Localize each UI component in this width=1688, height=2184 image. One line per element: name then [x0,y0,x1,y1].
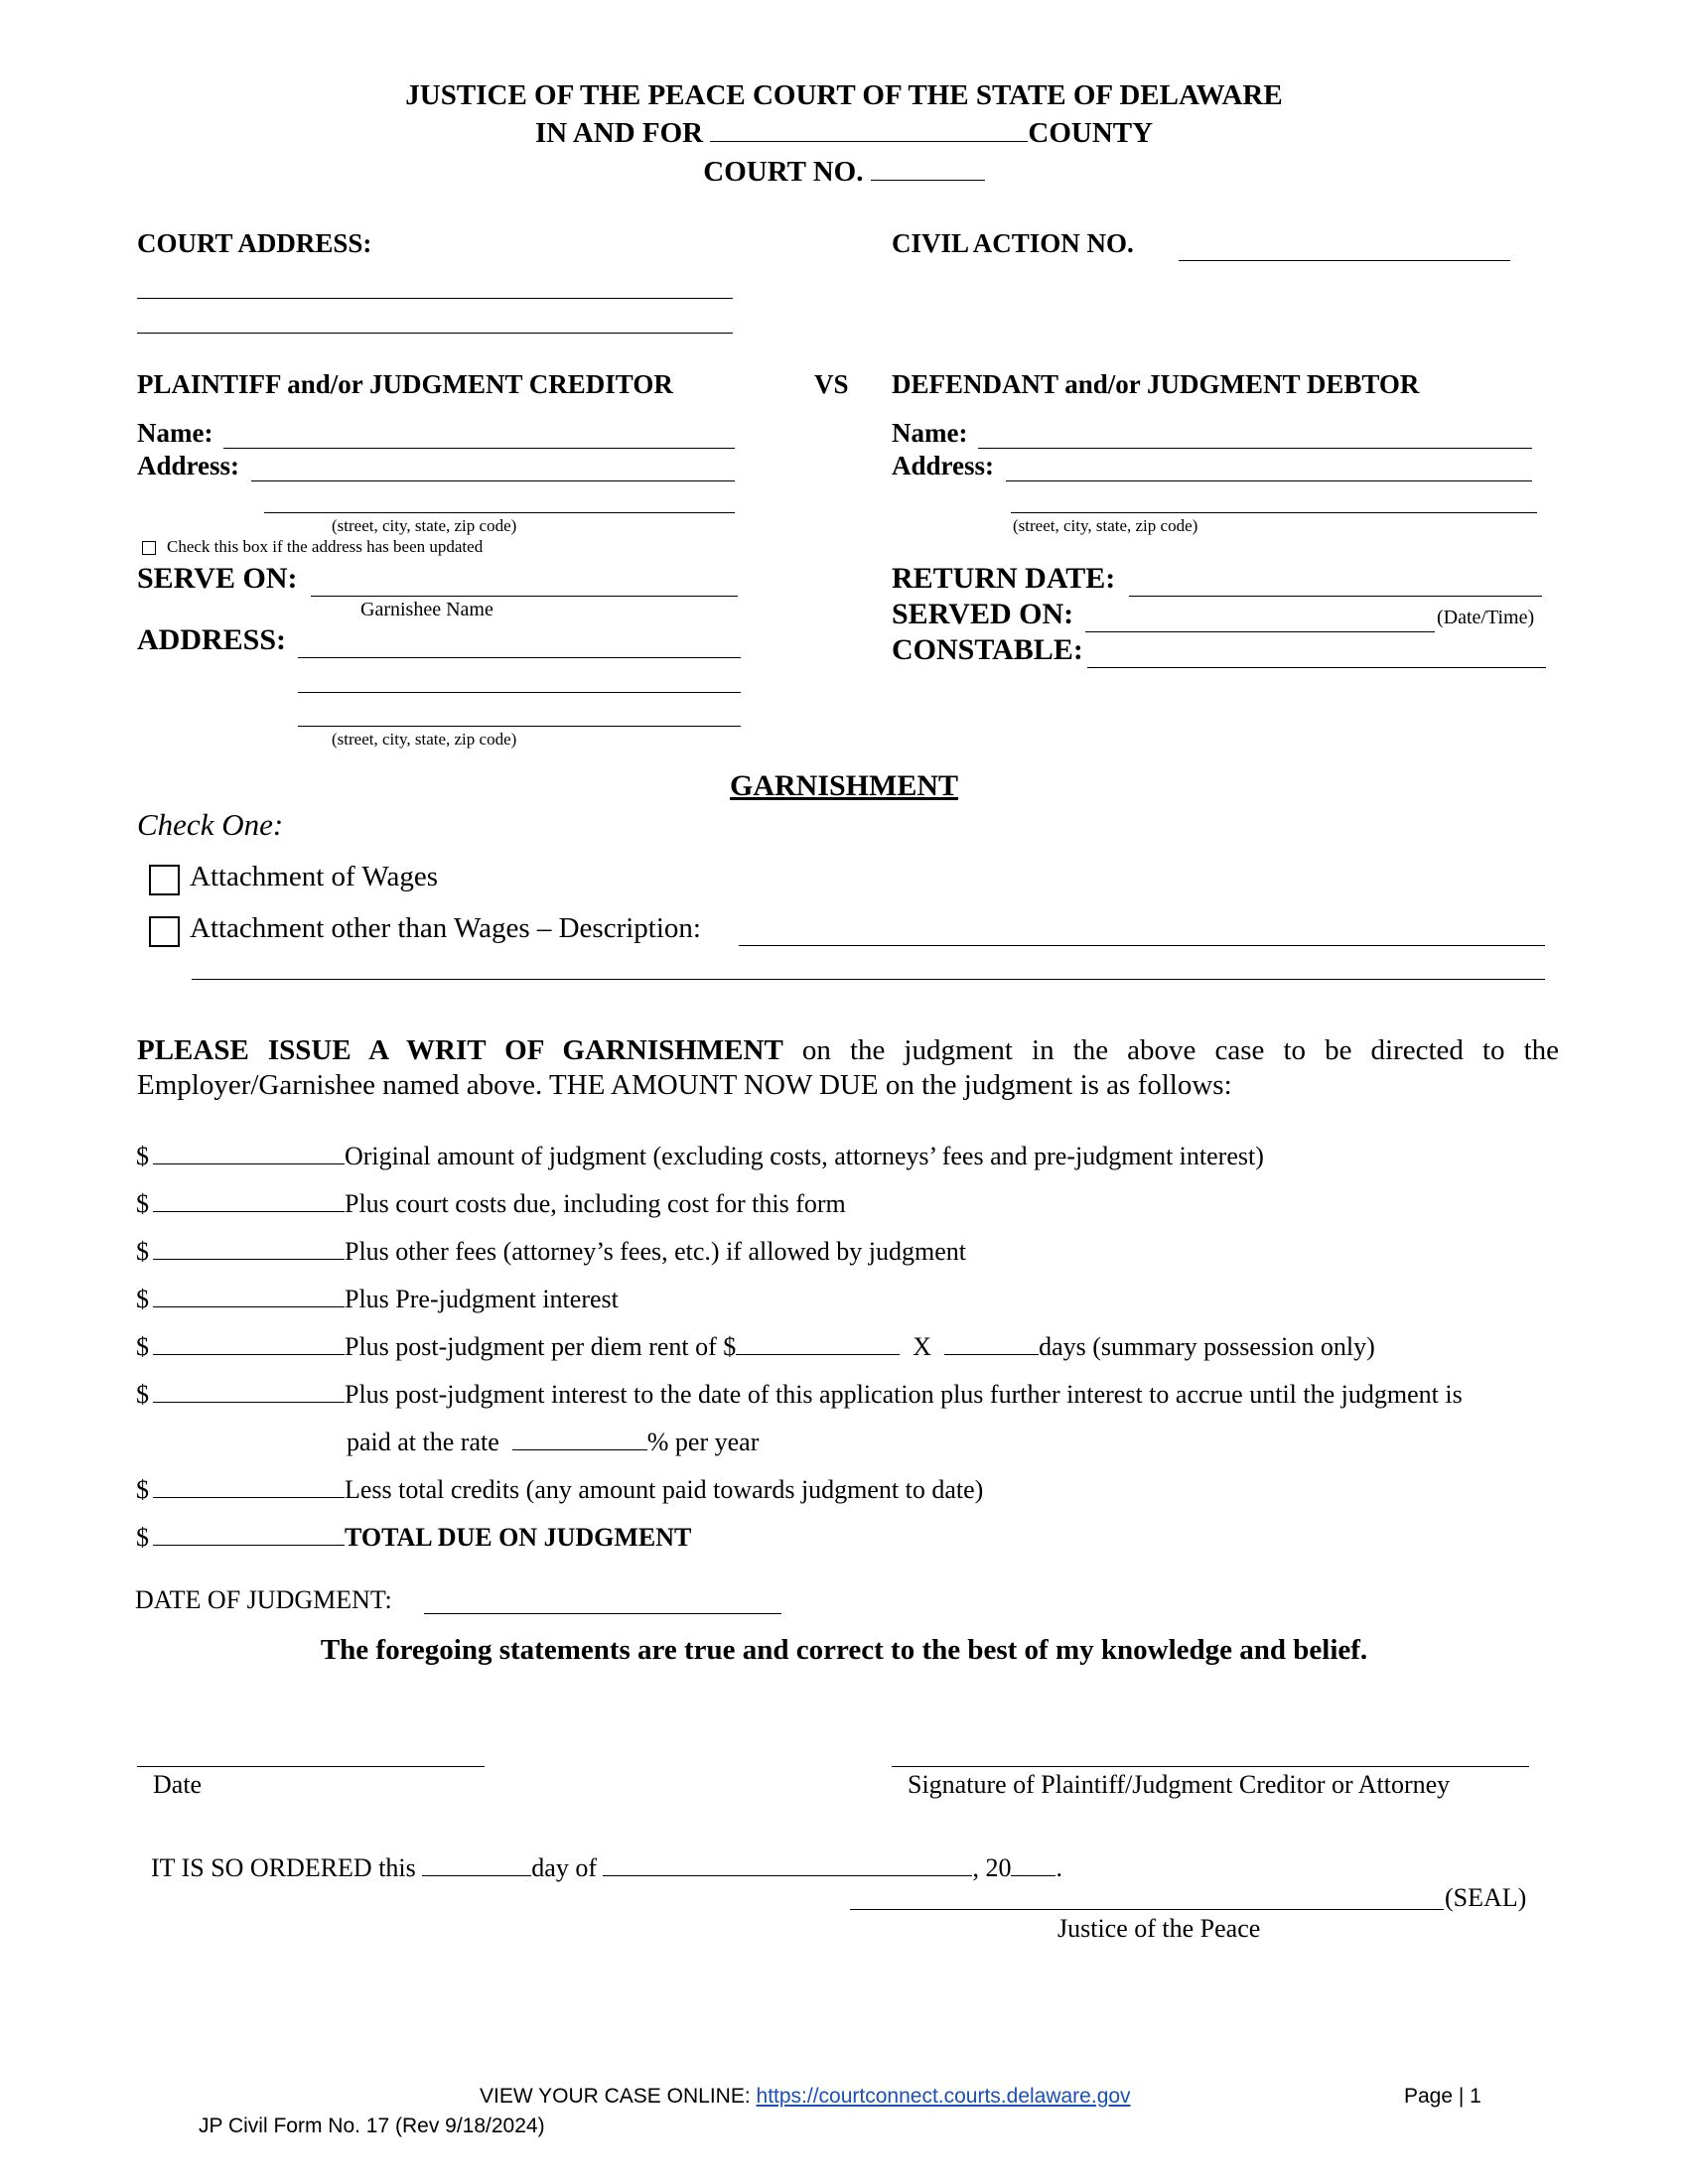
rent-days-input[interactable] [944,1334,1039,1355]
court-number-line [0,156,1688,189]
order-prefix: IT IS SO ORDERED this [151,1853,416,1882]
defendant-address-input-1[interactable] [1006,480,1532,481]
rate-suffix-label: % per year [646,1428,760,1456]
address-updated-checkbox[interactable] [142,541,156,555]
order-month-input[interactable] [603,1855,972,1876]
plaintiff-address-label: Address: [137,451,240,480]
return-date-label: RETURN DATE: [892,562,1116,595]
request-line-1 [137,1034,1559,1067]
court-costs-input[interactable] [153,1191,345,1212]
serve-on-label: SERVE ON: [137,562,298,595]
justice-label: Justice of the Peace [1057,1914,1261,1943]
request-rest: on the judgment in the above case to be directed to the [801,1034,1560,1066]
county-prefix: IN AND FOR [534,117,704,149]
rent-x-label: X [913,1332,932,1361]
postjudgment-input[interactable] [153,1382,345,1403]
plaintiff-address-input-1[interactable] [251,480,735,481]
constable-label: CONSTABLE: [892,633,1083,666]
amount-row-other-fees [136,1237,966,1267]
plaintiff-signature-line[interactable] [892,1766,1529,1767]
amount-row-postjudgment [136,1380,1463,1410]
request-bold-lead: PLEASE ISSUE A WRIT OF GARNISHMENT [137,1034,783,1066]
amount-row-rate [347,1428,759,1457]
attachment-other-checkbox[interactable] [149,916,180,947]
court-title: JUSTICE OF THE PEACE COURT OF THE STATE OF DELAWARE [405,79,1283,111]
garnishee-name-hint: Garnishee Name [360,599,493,620]
court-address-line-2[interactable] [137,333,733,334]
currency-symbol: $ [136,1237,149,1266]
constable-input[interactable] [1087,667,1546,668]
order-day-input[interactable] [422,1855,531,1876]
other-fees-input[interactable] [153,1239,345,1260]
date-signature-line[interactable] [137,1766,485,1767]
rent-amount-input[interactable] [153,1334,345,1355]
total-due-label: TOTAL DUE ON JUDGMENT [345,1523,692,1552]
per-diem-rent-input[interactable] [736,1334,900,1355]
page-number: Page | 1 [1404,2085,1481,2108]
date-label: Date [153,1770,203,1799]
currency-symbol: $ [136,1380,149,1409]
rent-suffix-label: days (summary possession only) [1039,1332,1375,1361]
serve-address-input-3[interactable] [298,726,741,727]
civil-action-input[interactable] [1179,260,1510,261]
total-due-input[interactable] [153,1525,345,1546]
amount-row-rent [136,1332,1375,1362]
order-line [151,1853,1062,1883]
rent-prefix-label: Plus post-judgment per diem rent of $ [345,1332,737,1361]
interest-rate-input[interactable] [512,1430,647,1450]
defendant-heading: DEFENDANT and/or JUDGMENT DEBTOR [892,369,1420,399]
amount-row-court-costs [136,1189,846,1219]
attachment-other-label: Attachment other than Wages – Description: [190,912,701,944]
postjudgment-label: Plus post-judgment interest to the date of this application plus further interest to accrue until the judgment is [345,1380,1463,1409]
garnishee-name-input[interactable] [311,596,738,597]
date-of-judgment-input[interactable] [424,1613,781,1614]
defendant-address-input-2[interactable] [1011,512,1537,513]
form-id: JP Civil Form No. 17 (Rev 9/18/2024) [199,2115,545,2137]
court-address-line-1[interactable] [137,298,733,299]
served-on-input[interactable] [1085,631,1435,632]
prejudgment-label: Plus Pre-judgment interest [345,1285,619,1313]
court-number-label: COURT NO. [703,156,864,188]
footer-view-online [480,2085,1131,2109]
plaintiff-name-label: Name: [137,418,213,448]
amount-row-total [136,1523,691,1553]
civil-action-label: CIVIL ACTION NO. [892,228,1134,258]
amount-row-prejudgment [136,1285,619,1314]
address-updated-label: Check this box if the address has been updated [167,537,484,556]
vs-label: VS [814,369,849,399]
description-input-1[interactable] [739,945,1545,946]
date-of-judgment-label: DATE OF JUDGMENT: [135,1585,392,1614]
defendant-address-hint: (street, city, state, zip code) [1013,516,1198,535]
attachment-wages-checkbox[interactable] [149,865,180,895]
served-on-label: SERVED ON: [892,598,1074,630]
order-day-of: day of [531,1853,597,1882]
county-input[interactable] [710,117,1028,142]
description-input-2[interactable] [192,979,1545,980]
order-year-prefix: , 20 [972,1853,1012,1882]
plaintiff-address-hint: (street, city, state, zip code) [332,516,517,535]
currency-symbol: $ [136,1285,149,1313]
credits-input[interactable] [153,1477,345,1498]
attachment-wages-label: Attachment of Wages [190,861,438,892]
order-year-input[interactable] [1011,1855,1055,1876]
court-number-input[interactable] [871,156,985,181]
seal-label: (SEAL) [1445,1883,1527,1912]
currency-symbol: $ [136,1523,149,1552]
defendant-name-label: Name: [892,418,968,448]
currency-symbol: $ [136,1189,149,1218]
serve-address-input-2[interactable] [298,692,741,693]
garnishment-title: GARNISHMENT [729,769,959,802]
return-date-input[interactable] [1129,596,1542,597]
county-suffix: COUNTY [1028,117,1154,149]
rate-prefix-label: paid at the rate [347,1428,499,1456]
plaintiff-signature-label: Signature of Plaintiff/Judgment Creditor or Attorney [908,1770,1451,1799]
amount-row-credits [136,1475,983,1505]
request-line-2: Employer/Garnishee named above. THE AMOUNT NOW DUE on the judgment is as follows: [137,1069,1232,1101]
attestation-statement: The foregoing statements are true and correct to the best of my knowledge and belief. [320,1634,1368,1666]
credits-label: Less total credits (any amount paid towards judgment to date) [345,1475,984,1504]
original-amount-input[interactable] [153,1144,345,1164]
date-time-hint: (Date/Time) [1437,607,1535,628]
serve-address-hint: (street, city, state, zip code) [332,730,517,749]
currency-symbol: $ [136,1475,149,1504]
view-online-label: VIEW YOUR CASE ONLINE: [480,2085,751,2108]
defendant-address-label: Address: [892,451,995,480]
check-one-label: Check One: [137,807,284,842]
serve-address-input-1[interactable] [298,657,741,658]
prejudgment-input[interactable] [153,1287,345,1307]
court-costs-label: Plus court costs due, including cost for this form [345,1189,846,1218]
currency-symbol: $ [136,1142,149,1170]
plaintiff-heading: PLAINTIFF and/or JUDGMENT CREDITOR [137,369,673,399]
original-amount-label: Original amount of judgment (excluding costs, attorneys’ fees and pre-judgment interest) [345,1142,1264,1170]
defendant-name-input[interactable] [978,448,1532,449]
plaintiff-address-input-2[interactable] [264,512,735,513]
order-year-suffix: . [1055,1853,1062,1882]
serve-address-label: ADDRESS: [137,623,287,656]
case-online-link[interactable]: https://courtconnect.courts.delaware.gov [756,2085,1131,2108]
other-fees-label: Plus other fees (attorney’s fees, etc.) if allowed by judgment [345,1237,966,1266]
justice-signature-line[interactable] [850,1909,1444,1910]
plaintiff-name-input[interactable] [223,448,735,449]
currency-symbol: $ [136,1332,149,1361]
court-address-label: COURT ADDRESS: [137,228,372,258]
county-line [0,117,1688,150]
amount-row-original [136,1142,1264,1171]
